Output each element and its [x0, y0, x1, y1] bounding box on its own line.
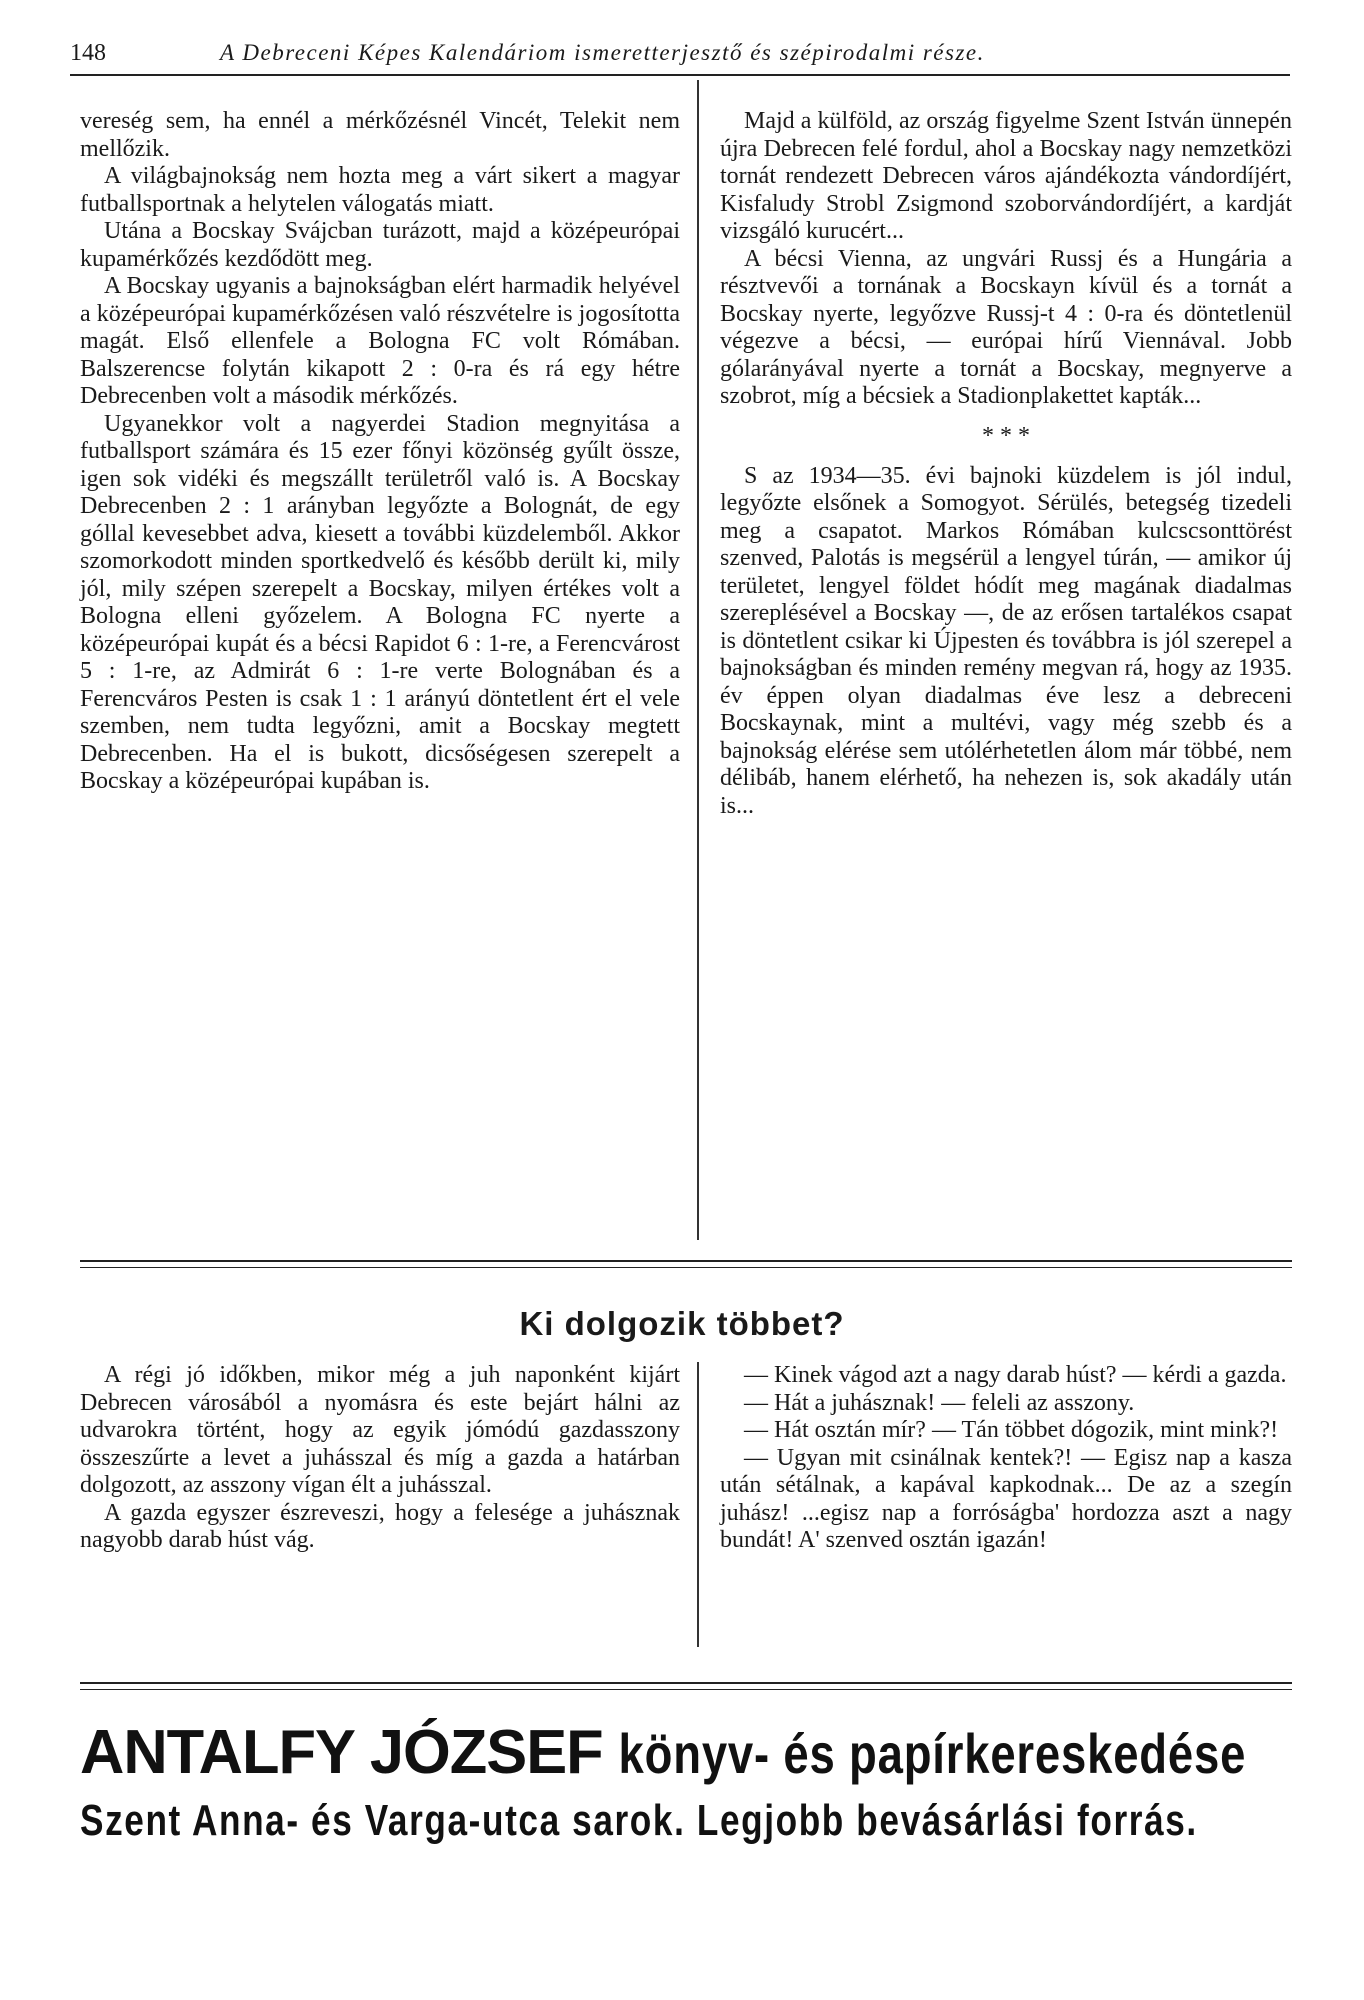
running-header — [70, 40, 1290, 74]
header-rule — [70, 74, 1290, 76]
ad-business-type: könyv- és papírkereskedése — [618, 1722, 1246, 1785]
advertisement — [80, 1718, 1300, 1849]
dialogue-line: — Hát a juhásznak! — feleli az asszony. — [744, 1389, 1135, 1416]
article1-right-paragraph: A bécsi Vienna, az ungvári Russj és a Hungária a résztvevői a tornának a Bocskayn kívül és a tornát a Bocskay nyerte, legyőzve Russj-t 4 : 0-ra és döntetlenül végezve a bécsi, — európai hírű Viennával. Jobb gólarányával nyerte a tornát a Bocskay, megnyerve a szobrot, míg a bécsiek a Stadionplakettet kapták... — [720, 245, 1292, 409]
ad-address-line: Szent Anna- és Varga-utca sarok. Legjobb bevásárlási forrás. — [80, 1796, 1198, 1845]
article1-right-paragraph: S az 1934—35. évi bajnoki küzdelem is jól indul, legyőzte elsőnek a Somogyot. Sérülés, betegség tizedeli meg a csapatot. Markos Rómában kulcscsonttörést szenved, Palotás is megsérül a lengyel túrán, — amikor új területet, lengyel földet hódít meg magának diadalmas szereplésével a Bocskay —, de az erősen tartalékos csapat is döntetlent csikar ki Újpesten és továbbra is jól szerepel a bajnokságban és minden remény megvan rá, hogy az 1935. év éppen olyan diadalmas éve lesz a debreceni Bocskaynak, mint a multévi, vagy még szebb és a bajnokság elérése sem utólérhetetlen álom már többé, nem délibáb, hanem elérhető, ha nehezen is, sok akadály után is... — [720, 462, 1292, 819]
ad-headline — [80, 1718, 1288, 1789]
article1-left-paragraph: vereség sem, ha ennél a mérkőzésnél Vincét, Telekit nem mellőzik. — [80, 108, 680, 162]
article1-right-column — [720, 108, 1292, 820]
article1-left-paragraph: A Bocskay ugyanis a bajnokságban elért harmadik helyével a középeurópai kupamérkőzésen való részvételre is jogosította magát. Első ellenfele a Bologna FC volt Rómában. Balszerencse folytán kikapott 2 : 0-ra és rá egy hétre Debrecenben volt a második mérkőzés. — [80, 273, 680, 409]
article1-left-paragraph: A világbajnokság nem hozta meg a várt sikert a magyar futballsportnak a helytelen válogatás miatt. — [80, 163, 680, 217]
header-title: A Debreceni Képes Kalendáriom ismeretterjesztő és szépirodalmi része. — [220, 40, 985, 65]
dialogue-line: — Ugyan mit csinálnak kentek?! — Egisz nap a kasza után sétálnak, a kapával kapkodnak... De az a szegín juhász! ...egisz nap a forróságba' hordozza aszt a nagy bundát! A' szenved osztán igazán! — [720, 1444, 1292, 1553]
column-divider — [697, 1362, 699, 1647]
section-separator: * * * — [982, 422, 1030, 449]
article1-left-paragraph: Utána a Bocskay Svájcban turázott, majd a középeurópai kupamérkőzés kezdődött meg. — [80, 218, 680, 272]
ad-business-owner: ANTALFY JÓZSEF — [80, 1718, 603, 1787]
section-rule — [80, 1682, 1292, 1690]
page-number: 148 — [70, 40, 106, 66]
dialogue-line: — Kinek vágod azt a nagy darab húst? — kérdi a gazda. — [744, 1362, 1287, 1388]
article1-right-paragraph: Majd a külföld, az ország figyelme Szent István ünnepén újra Debrecen felé fordul, ahol a Bocskay nagy nemzetközi tornát rendezett Debrecen város ajándékozta vándordíjért, Kisfaludy Strobl Zsigmond szoborvándordíjért, a kardját vizsgáló kurucért... — [720, 108, 1292, 244]
article2-title: Ki dolgozik többet? — [519, 1305, 845, 1342]
dialogue-line: — Hát osztán mír? — Tán többet dógozik, mint mink?! — [744, 1417, 1279, 1443]
section-rule — [80, 1260, 1292, 1268]
article1-left-column — [80, 108, 680, 796]
article2-right-column — [720, 1362, 1292, 1555]
column-divider — [697, 80, 699, 1240]
article2-left-paragraph: A gazda egyszer észreveszi, hogy a felesége a juhásznak nagyobb darab húst vág. — [80, 1499, 680, 1553]
article1-left-paragraph: Ugyanekkor volt a nagyerdei Stadion megnyitása a futballsport számára és 15 ezer főnyi közönség gyűlt össze, igen sok vidéki és megszállt területről való is. A Bocskay Debrecenben 2 : 1 arányban legyőzte a Bolognát, de egy góllal kevesebbet adva, kiesett a további küzdelemből. Akkor szomorkodott minden sportkedvelő és később derült ki, mily jól, mily szépen szerepelt a Bocskay, milyen értékes volt a Bologna elleni győzelem. A Bologna FC nyerte a középeurópai kupát és a bécsi Rapidot 6 : 1-re, a Ferencvárost 5 : 1-re, az Admirát 6 : 1-re verte Bolognában és a Ferencváros Pesten is csak 1 : 1 arányú döntetlent ért el vele szemben, nem tudta legyőzni, amit a Bocskay megtett Debrecenben. Ha el is bukott, dicsőségesen szerepelt a Bocskay a középeurópai kupában is. — [80, 410, 680, 794]
article2-left-paragraph: A régi jó időkben, mikor még a juh naponként kijárt Debrecen városából a nyomásra és este bejárt hálni az udvarokra történt, hogy az egyik jómódú gazdasszony összeszűrte a levet a juhásszal és míg a gazda a határban dolgozott, az asszony vígan élt a juhásszal. — [80, 1362, 680, 1498]
article2-left-column — [80, 1362, 680, 1555]
